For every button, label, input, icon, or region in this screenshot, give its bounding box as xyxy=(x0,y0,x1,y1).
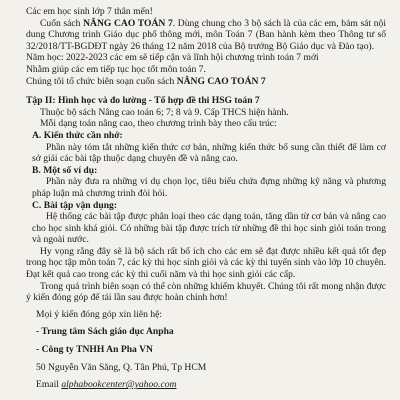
email-link[interactable]: alphabookcenter@yahoo.com xyxy=(61,379,177,391)
section-c-body: Hệ thống các bài tập được phân loại theo các dạng toán, tăng dần từ cơ bản và nâng cao cho học sinh khá giỏi. Có những bài tập được trích từ những đề thi học sinh giỏi toán trong và ngoài nước. xyxy=(32,211,386,246)
section-b-body: Phần này đưa ra những ví dụ chọn lọc, tiêu biểu chứa đựng những kỹ năng và phương pháp luận mà chương trình đòi hỏi. xyxy=(32,176,386,199)
contact-address: 50 Nguyễn Văn Săng, Q. Tân Phú, Tp HCM xyxy=(36,361,207,373)
compile-title: NÂNG CAO TOÁN 7 xyxy=(176,75,266,87)
school-year-line: Năm học: 2022-2023 các em sẽ tiếp cận và lĩnh hội chương trình toán 7 mới xyxy=(26,52,319,64)
closing-apology: Trong quá trình biên soạn có thể còn những khiếm khuyết. Chúng tôi rất mong nhận được ý kiến đóng góp để tái lần sau được hoàn chỉnh hơn! xyxy=(26,280,386,304)
greeting: Các em học sinh lớp 7 thân mến! xyxy=(26,6,153,17)
compile-line xyxy=(26,76,386,88)
contact-lead: Mọi ý kiến đóng góp xin liên hệ: xyxy=(36,308,163,320)
structure-line: Mỗi dạng toán nâng cao, theo chương trình bày theo cấu trúc: xyxy=(40,118,277,130)
intro-rest: . Dùng chung cho 3 bộ sách là của các em, bám sát nội dung Chương trình Giáo dục phổ thông mới, môn Toán 7 (Ban hành kèm theo Thông tư số 32/2018/TT-BGDĐT ngày 26 tháng 12 năm 2018 của Bộ trưởng Bộ Giáo dục và Đào tạo). xyxy=(26,17,386,52)
section-b-label: B. Một số ví dụ: xyxy=(32,164,98,176)
contact-org-1: - Trung tâm Sách giáo dục Anpha xyxy=(36,326,174,338)
section-c-label: C. Bài tập vận dụng: xyxy=(32,199,118,211)
intro-paragraph xyxy=(26,18,386,53)
section-a-body: Phần này tóm tắt những kiến thức cơ bản, những kiến thức bổ sung cần thiết để làm cơ sở giải các bài tập thuộc dạng chuyên đề và nâng cao. xyxy=(32,141,386,165)
contact-email-line xyxy=(36,379,386,391)
contact-org-2: - Công ty TNHH An Pha VN xyxy=(36,344,153,356)
purpose-line: Nhằm giúp các em tiếp tục học tốt môn toán 7. xyxy=(26,63,206,75)
section-a-label: A. Kiến thức cần nhớ: xyxy=(32,129,123,141)
closing-hope: Hy vọng rằng đây sẽ là bộ sách rất bổ ích cho các em sẽ đạt được nhiều kết quả tốt đẹp trong học tập môn toán 7, các kỳ thi học sinh giỏi và các kỳ thi tuyển sinh vào lớp 10 chuyên. Đạt kết quả cao trong các kỳ thi cuối năm và thi học sinh giỏi các cấp. xyxy=(26,245,386,281)
email-label: Email xyxy=(36,379,62,391)
part-heading: Tập II: Hình học và đo lường - Tổ hợp đề thi HSG toán 7 xyxy=(26,95,260,107)
intro-lead: Cuốn sách xyxy=(40,17,84,29)
series-line: Thuộc bộ sách Nâng cao toán 6; 7; 8 và 9. Cấp THCS hiện hành. xyxy=(40,106,289,118)
compile-lead: Chúng tôi tổ chức biên soạn cuốn sách xyxy=(26,75,177,87)
book-title: NÂNG CAO TOÁN 7 xyxy=(83,17,173,29)
